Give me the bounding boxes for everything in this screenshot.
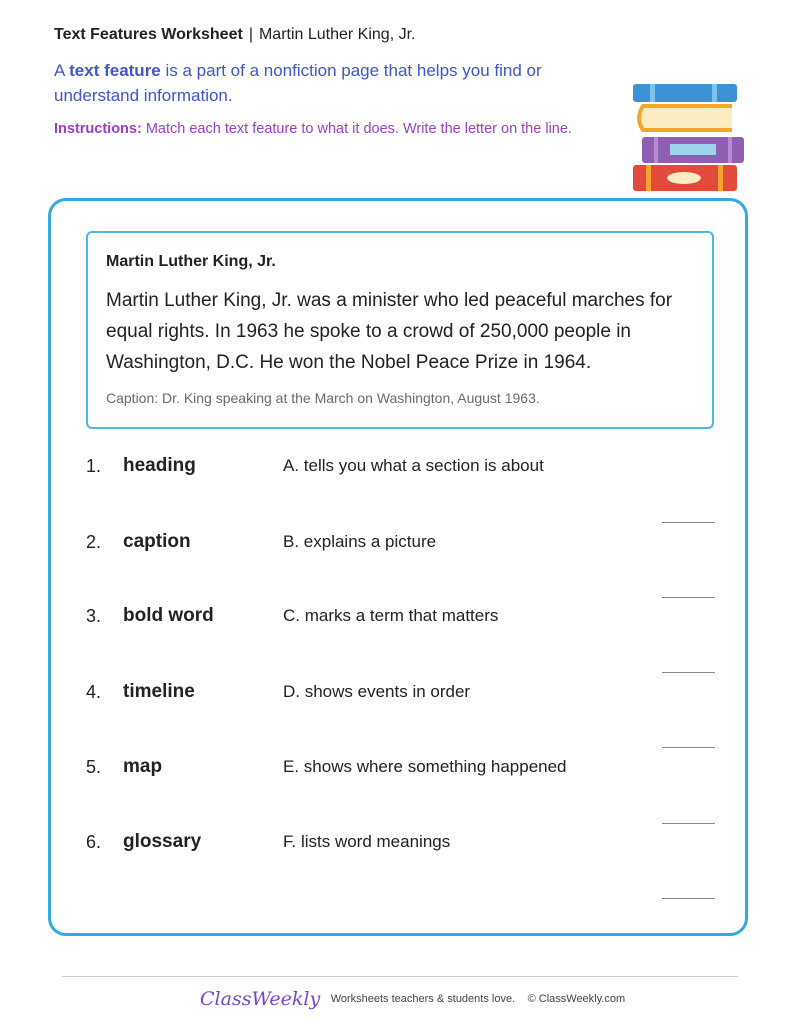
definition-term: text feature bbox=[69, 61, 161, 80]
worksheet-header bbox=[54, 26, 415, 44]
reading-passage bbox=[86, 231, 714, 429]
matching-item bbox=[86, 757, 716, 787]
matching-item bbox=[86, 456, 716, 486]
answer-line[interactable] bbox=[662, 823, 715, 824]
footer-tagline: Worksheets teachers & students love. bbox=[330, 993, 516, 1005]
matching-item bbox=[86, 682, 716, 712]
passage-caption: Caption: Dr. King speaking at the March on Washington, August 1963. bbox=[106, 390, 540, 406]
text-feature-definition bbox=[54, 58, 574, 108]
passage-body: Martin Luther King, Jr. was a minister who led peaceful marches for equal rights. In 1963 he spoke to a crowd of 250,000 people in Washington, D.C. He won the Nobel Peace Prize in 1964. bbox=[106, 290, 673, 373]
item-definition: E. shows where something happened bbox=[283, 757, 567, 776]
instructions-label: Instructions: bbox=[54, 121, 142, 137]
answer-line[interactable] bbox=[662, 522, 715, 523]
item-term: timeline bbox=[123, 681, 195, 702]
answer-line[interactable] bbox=[662, 597, 715, 598]
passage-heading: Martin Luther King, Jr. bbox=[106, 253, 276, 270]
matching-item bbox=[86, 832, 716, 862]
item-definition: C. marks a term that matters bbox=[283, 606, 499, 625]
item-term: bold word bbox=[123, 605, 214, 626]
item-term: glossary bbox=[123, 831, 202, 852]
item-term: map bbox=[123, 756, 163, 777]
worksheet-subject: Martin Luther King, Jr. bbox=[258, 26, 416, 43]
matching-item bbox=[86, 532, 716, 562]
item-definition: A. tells you what a section is about bbox=[283, 456, 544, 475]
item-number: 2. bbox=[86, 532, 102, 552]
stack-of-books-icon bbox=[628, 80, 748, 196]
matching-item bbox=[86, 606, 716, 636]
item-number: 6. bbox=[86, 832, 102, 852]
footer bbox=[200, 988, 625, 1014]
item-number: 4. bbox=[86, 682, 102, 702]
answer-line[interactable] bbox=[662, 672, 715, 673]
item-definition: D. shows events in order bbox=[283, 682, 471, 701]
answer-line[interactable] bbox=[662, 747, 715, 748]
definition-suffix: is a part of a nonfiction page that helps you find or understand information. bbox=[54, 61, 542, 105]
item-definition: B. explains a picture bbox=[283, 532, 437, 551]
answer-line[interactable] bbox=[662, 898, 715, 899]
header-separator: | bbox=[248, 26, 253, 43]
instructions-text: Match each text feature to what it does. Write the letter on the line. bbox=[141, 121, 572, 137]
item-number: 5. bbox=[86, 757, 102, 777]
item-number: 1. bbox=[86, 456, 102, 476]
footer-divider bbox=[62, 976, 738, 977]
item-number: 3. bbox=[86, 606, 102, 626]
item-definition: F. lists word meanings bbox=[283, 832, 451, 851]
item-term: caption bbox=[123, 531, 191, 552]
definition-prefix: A bbox=[54, 61, 70, 80]
instructions bbox=[54, 118, 584, 140]
brand-logo: ClassWeekly bbox=[200, 988, 321, 1010]
worksheet-title: Text Features Worksheet bbox=[54, 26, 243, 43]
item-term: heading bbox=[123, 455, 196, 476]
footer-copyright: © ClassWeekly.com bbox=[527, 993, 626, 1005]
